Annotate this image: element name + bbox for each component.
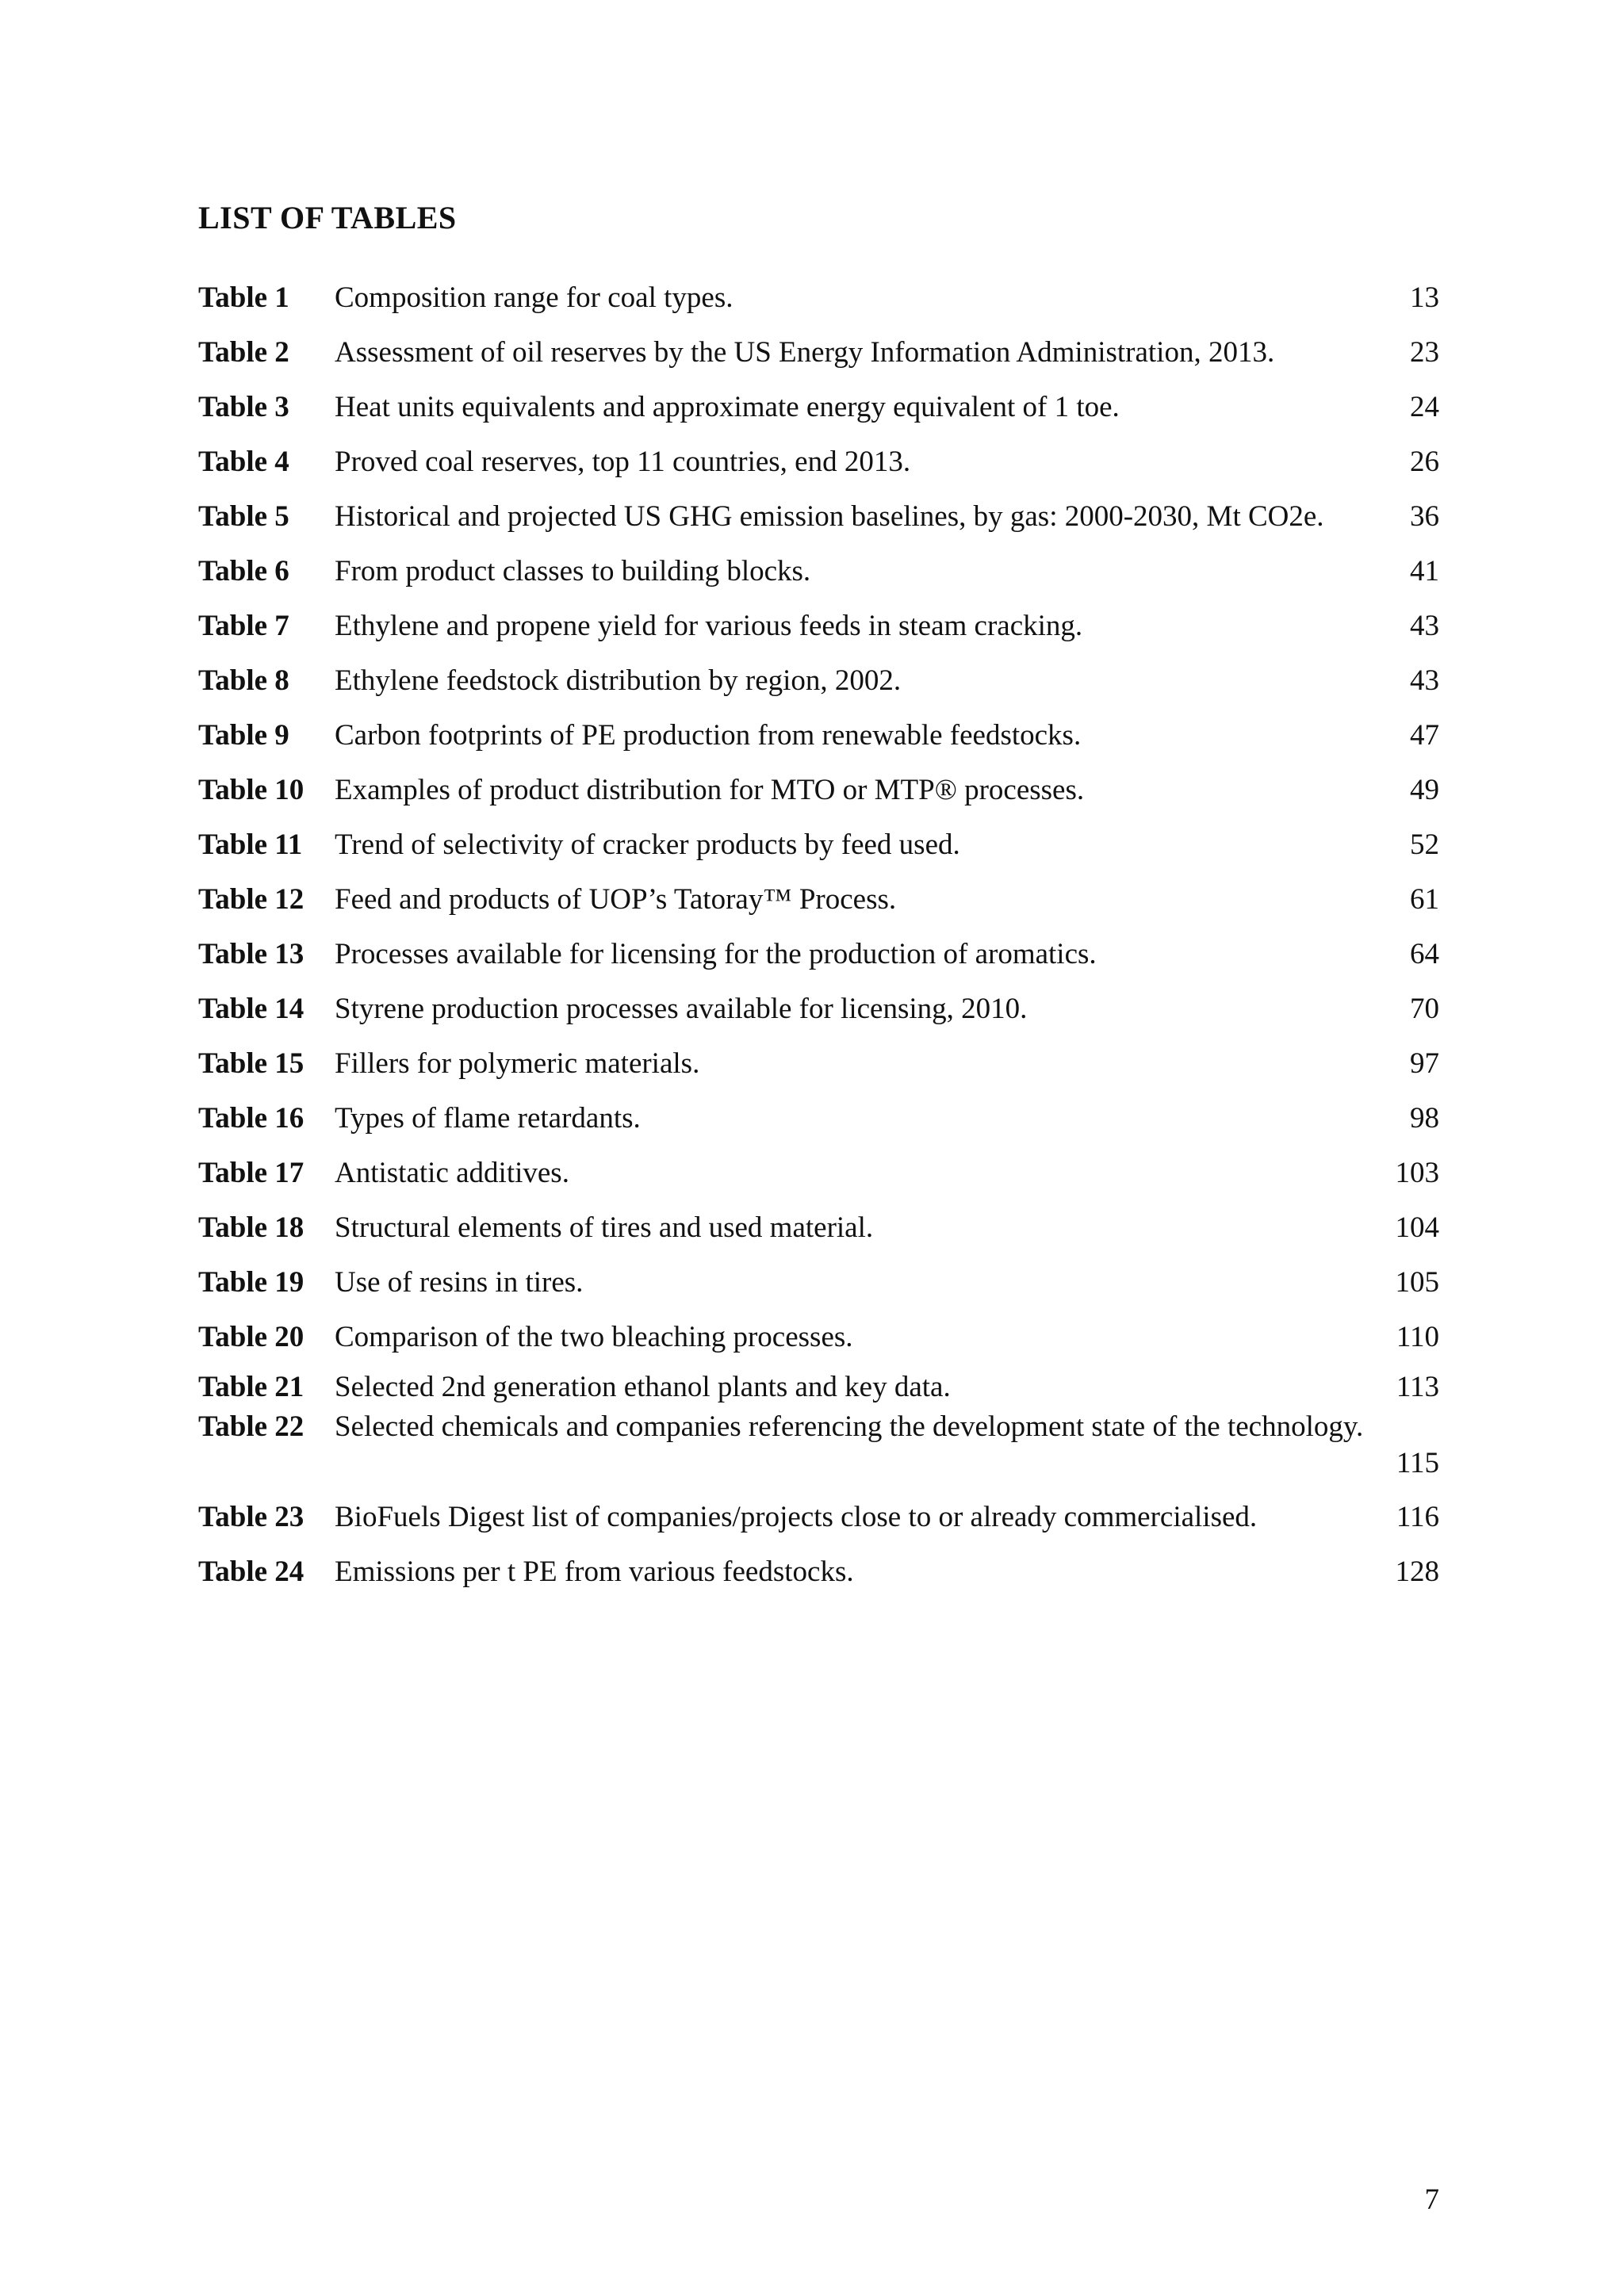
toc-entry-label: Table 4 [198, 446, 289, 478]
toc-entry-page: 47 [1410, 719, 1439, 752]
toc-entry-table-19[interactable] [198, 1256, 1439, 1311]
toc-entry-page: 23 [1410, 336, 1439, 369]
toc-entry-label: Table 13 [198, 938, 304, 970]
toc-entry-title: From product classes to building blocks. [335, 555, 811, 587]
toc-entry-title: Comparison of the two bleaching processes. [335, 1321, 853, 1353]
toc-entry-title: Structural elements of tires and used material. [335, 1211, 874, 1244]
toc-entry-page: 103 [1395, 1157, 1439, 1189]
toc-entry-table-6[interactable] [198, 545, 1439, 599]
toc-entry-title: Examples of product distribution for MTO or MTP® processes. [335, 774, 1085, 806]
toc-entry-table-22[interactable] [198, 1409, 1439, 1490]
toc-entry-title: Processes available for licensing for the production of aromatics. [335, 938, 1097, 970]
toc-entry-page: 128 [1395, 1556, 1439, 1588]
toc-entry-page: 41 [1410, 555, 1439, 587]
toc-entry-page: 43 [1410, 610, 1439, 642]
toc-entry-table-7[interactable] [198, 599, 1439, 654]
toc-entry-label: Table 16 [198, 1102, 304, 1135]
toc-entry-table-2[interactable] [198, 326, 1439, 381]
page-number: 7 [1424, 2183, 1439, 2216]
toc-entry-label: Table 5 [198, 500, 289, 533]
toc-entry-table-8[interactable] [198, 654, 1439, 709]
toc-entry-table-14[interactable] [198, 982, 1439, 1037]
toc-entry-title: Carbon footprints of PE production from renewable feedstocks. [335, 719, 1082, 752]
toc-entry-page: 24 [1410, 391, 1439, 423]
toc-entry-table-21[interactable] [198, 1365, 1439, 1409]
toc-entry-page: 61 [1410, 883, 1439, 916]
toc-entry-table-5[interactable] [198, 490, 1439, 545]
toc-entry-label: Table 20 [198, 1321, 304, 1353]
toc-entry-label: Table 22 [198, 1410, 304, 1443]
toc-entry-table-15[interactable] [198, 1037, 1439, 1092]
toc-entry-title: Emissions per t PE from various feedstocks. [335, 1556, 854, 1588]
toc-entry-table-10[interactable] [198, 763, 1439, 818]
toc-entry-title: Antistatic additives. [335, 1157, 569, 1189]
toc-entry-table-13[interactable] [198, 928, 1439, 982]
toc-entry-page: 113 [1396, 1371, 1439, 1403]
toc-entry-title: Styrene production processes available for licensing, 2010. [335, 993, 1028, 1025]
toc-entry-title: Use of resins in tires. [335, 1266, 584, 1299]
toc-entry-table-24[interactable] [198, 1545, 1439, 1600]
page-title: LIST OF TABLES [198, 200, 457, 235]
toc-entry-label: Table 11 [198, 828, 303, 861]
toc-entry-table-9[interactable] [198, 709, 1439, 763]
toc-entry-label: Table 17 [198, 1157, 304, 1189]
toc-entry-table-11[interactable] [198, 818, 1439, 873]
toc-entry-page: 105 [1395, 1266, 1439, 1299]
toc-entry-label: Table 7 [198, 610, 289, 642]
toc-entry-title: Assessment of oil reserves by the US Energy Information Administration, 2013. [335, 336, 1275, 369]
toc-entry-label: Table 9 [198, 719, 289, 752]
toc-entry-table-4[interactable] [198, 435, 1439, 490]
toc-entry-page: 43 [1410, 664, 1439, 697]
toc-entry-page: 110 [1396, 1321, 1439, 1353]
toc-entry-label: Table 2 [198, 336, 289, 369]
toc-entry-label: Table 6 [198, 555, 289, 587]
toc-entry-title: Historical and projected US GHG emission baselines, by gas: 2000-2030, Mt CO2e. [335, 500, 1324, 533]
toc-entry-page: 98 [1410, 1102, 1439, 1135]
toc-entry-label: Table 24 [198, 1556, 304, 1588]
toc-entry-title: Fillers for polymeric materials. [335, 1047, 700, 1080]
toc-entry-title: Ethylene and propene yield for various feeds in steam cracking. [335, 610, 1083, 642]
toc-entry-page: 49 [1410, 774, 1439, 806]
toc-entry-title: Ethylene feedstock distribution by region, 2002. [335, 664, 902, 697]
toc-entry-page: 52 [1410, 828, 1439, 861]
toc-entry-title: Trend of selectivity of cracker products by feed used. [335, 828, 960, 861]
toc-entry-table-3[interactable] [198, 381, 1439, 435]
list-of-tables [198, 271, 1439, 1600]
toc-entry-table-16[interactable] [198, 1092, 1439, 1146]
toc-entry-label: Table 23 [198, 1501, 304, 1533]
toc-entry-table-1[interactable] [198, 271, 1439, 326]
toc-entry-table-12[interactable] [198, 873, 1439, 928]
toc-entry-label: Table 21 [198, 1371, 304, 1403]
toc-entry-label: Table 14 [198, 993, 304, 1025]
toc-entry-table-17[interactable] [198, 1146, 1439, 1201]
toc-entry-title: Types of flame retardants. [335, 1102, 641, 1135]
toc-entry-title: Selected chemicals and companies referencing the development state of the technology. [335, 1410, 1364, 1443]
toc-entry-page: 70 [1410, 993, 1439, 1025]
toc-entry-label: Table 15 [198, 1047, 304, 1080]
toc-entry-page: 13 [1410, 281, 1439, 314]
toc-entry-label: Table 3 [198, 391, 289, 423]
toc-entry-title: Proved coal reserves, top 11 countries, end 2013. [335, 446, 911, 478]
toc-entry-label: Table 19 [198, 1266, 304, 1299]
toc-entry-page: 104 [1395, 1211, 1439, 1244]
toc-entry-page: 97 [1410, 1047, 1439, 1080]
toc-entry-page: 36 [1410, 500, 1439, 533]
toc-entry-label: Table 8 [198, 664, 289, 697]
toc-entry-table-18[interactable] [198, 1201, 1439, 1256]
toc-entry-title: Feed and products of UOP’s Tatoray™ Process. [335, 883, 897, 916]
toc-entry-label: Table 12 [198, 883, 304, 916]
toc-entry-table-23[interactable] [198, 1490, 1439, 1545]
toc-entry-table-20[interactable] [198, 1311, 1439, 1365]
toc-entry-page: 64 [1410, 938, 1439, 970]
toc-entry-page: 26 [1410, 446, 1439, 478]
toc-entry-title: Heat units equivalents and approximate energy equivalent of 1 toe. [335, 391, 1120, 423]
toc-entry-title: Composition range for coal types. [335, 281, 733, 314]
toc-entry-page: 116 [1396, 1501, 1439, 1533]
toc-entry-label: Table 18 [198, 1211, 304, 1244]
toc-entry-page: 115 [1396, 1447, 1439, 1479]
toc-entry-title: Selected 2nd generation ethanol plants and key data. [335, 1371, 951, 1403]
toc-entry-label: Table 10 [198, 774, 304, 806]
toc-entry-label: Table 1 [198, 281, 289, 314]
toc-entry-title: BioFuels Digest list of companies/projects close to or already commercialised. [335, 1501, 1258, 1533]
